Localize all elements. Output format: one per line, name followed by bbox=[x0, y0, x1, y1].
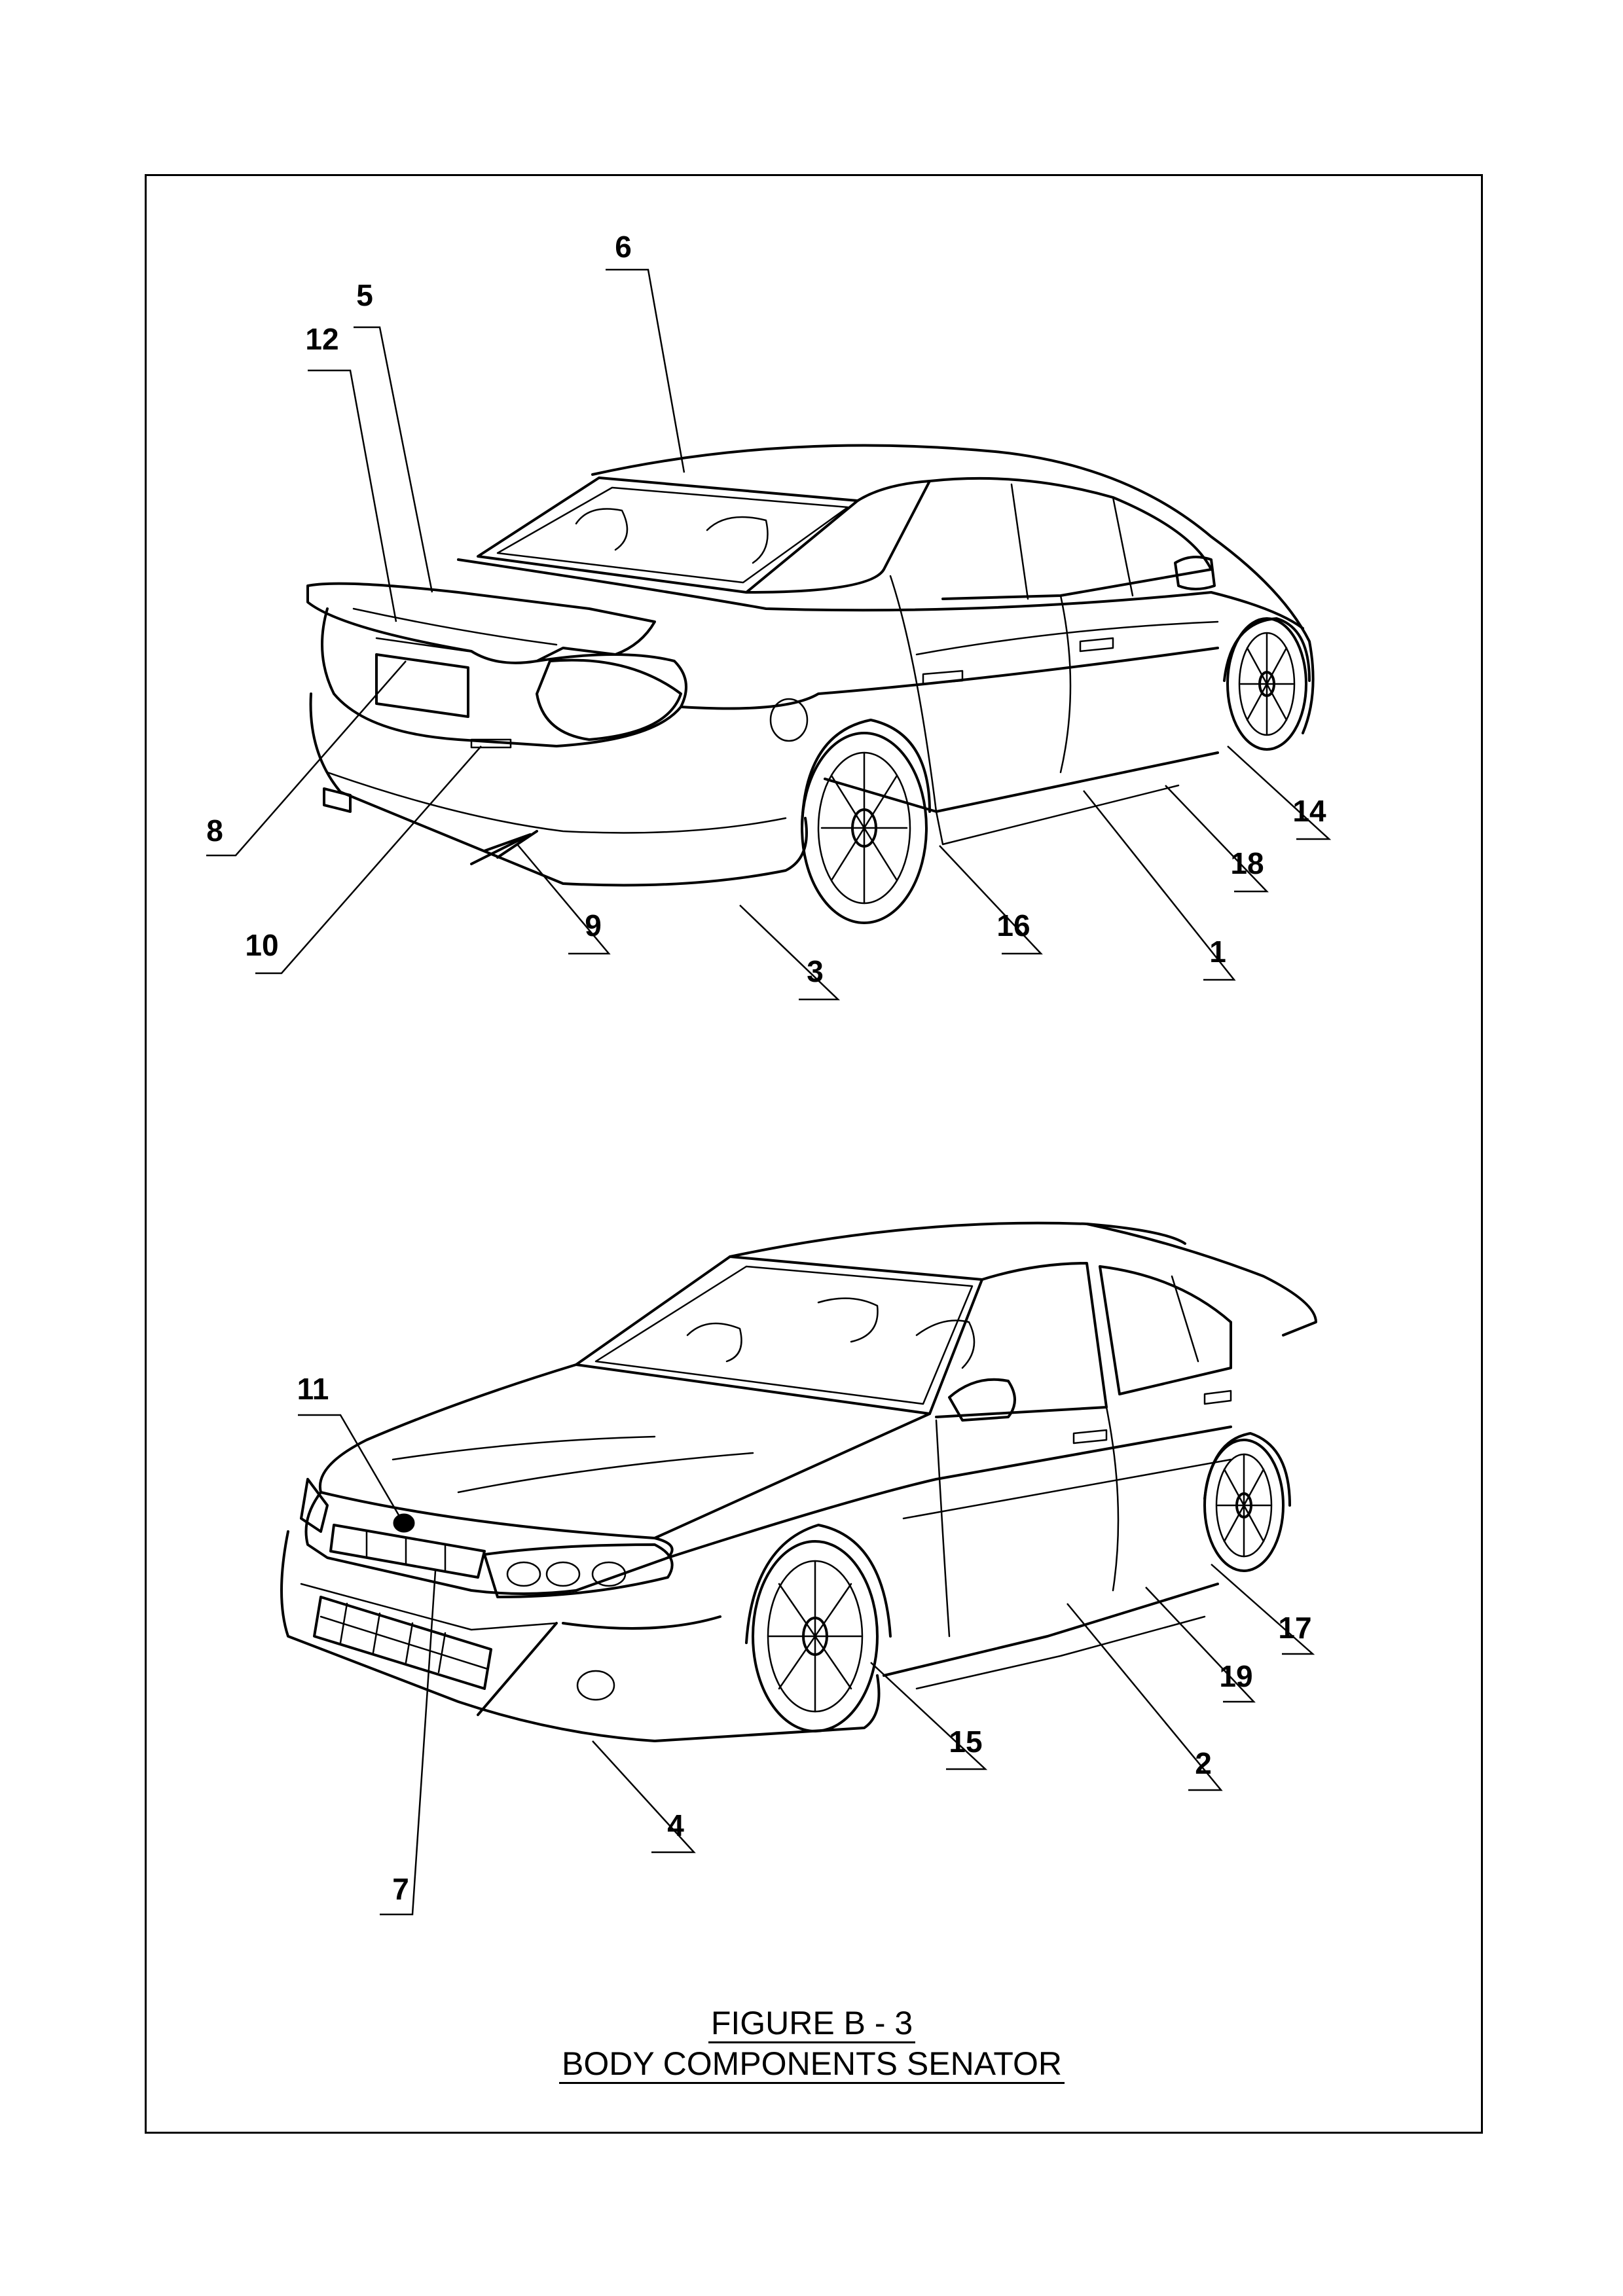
callout-3: 3 bbox=[807, 954, 824, 988]
callout-16: 16 bbox=[996, 908, 1030, 942]
figure-caption bbox=[458, 2003, 1165, 2084]
callout-17: 17 bbox=[1278, 1611, 1312, 1645]
callout-9: 9 bbox=[585, 908, 602, 942]
rear-callouts bbox=[206, 230, 1329, 999]
callout-1: 1 bbox=[1209, 935, 1226, 969]
callout-2: 2 bbox=[1195, 1746, 1212, 1780]
figure-subtitle: BODY COMPONENTS SENATOR bbox=[559, 2045, 1065, 2084]
callout-18: 18 bbox=[1230, 846, 1264, 880]
callout-12: 12 bbox=[305, 322, 339, 356]
callout-8: 8 bbox=[206, 814, 223, 848]
callout-15: 15 bbox=[949, 1725, 983, 1759]
callout-14: 14 bbox=[1292, 794, 1326, 828]
callout-7: 7 bbox=[392, 1872, 409, 1906]
callout-4: 4 bbox=[667, 1808, 684, 1842]
callout-19: 19 bbox=[1219, 1659, 1253, 1693]
callout-10: 10 bbox=[245, 928, 279, 962]
front-view-car bbox=[282, 1223, 1316, 1741]
callout-11: 11 bbox=[297, 1372, 329, 1406]
rear-view-car bbox=[308, 446, 1313, 923]
callout-5: 5 bbox=[356, 278, 373, 312]
figure-title: FIGURE B - 3 bbox=[708, 2005, 915, 2043]
callout-6: 6 bbox=[615, 230, 632, 264]
